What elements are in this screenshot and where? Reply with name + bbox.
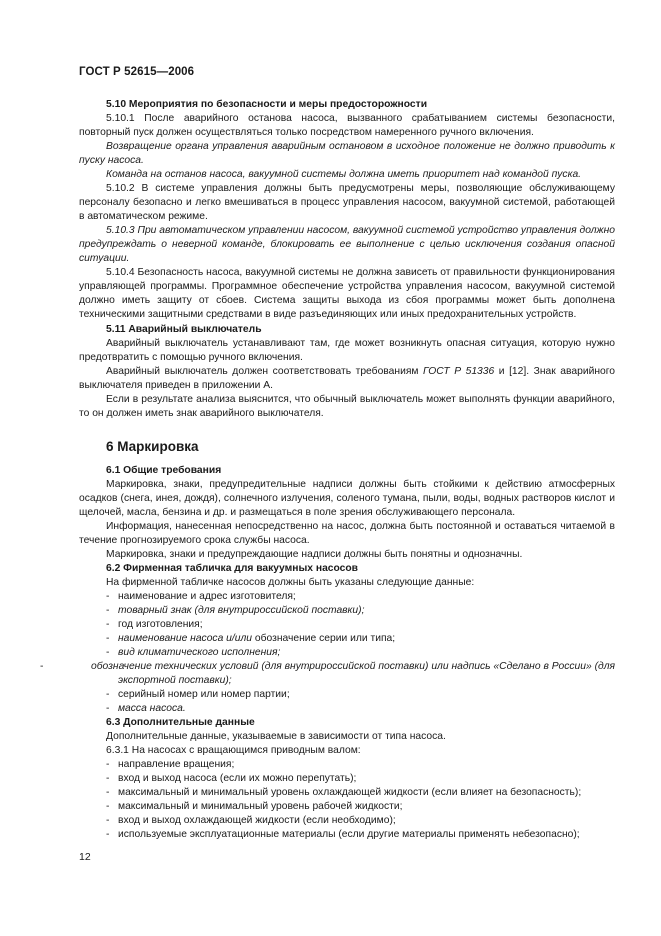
rotating-shaft-list — [79, 758, 615, 842]
paragraph-5-10-1-note: Возвращение органа управления аварийным остановом в исходное положение не должно приводить к пуску насоса. — [79, 141, 615, 166]
list-item: - наименование и адрес изготовителя; — [106, 591, 296, 602]
paragraph-5-10-3: 5.10.3 При автоматическом управлении насосом, вакуумной системой устройство управления должно предупреждать о неверной команде, блокировать ее выполнение с целью исключения создания опасной ситуации. — [79, 225, 615, 264]
paragraph-6-2-intro: На фирменной табличке насосов должны быть указаны следующие данные: — [106, 577, 475, 588]
section-6-heading: 6 Маркировка — [106, 439, 199, 454]
paragraph-5-11-2 — [79, 365, 615, 393]
document-header: ГОСТ Р 52615—2006 — [79, 66, 195, 78]
list-item: - вид климатического исполнения; — [106, 647, 281, 658]
list-item: - вход и выход охлаждающей жидкости (если необходимо); — [106, 815, 396, 826]
paragraph-6-3-1: 6.3.1 На насосах с вращающимся приводным валом: — [106, 745, 361, 756]
paragraph-6-1-2: Информация, нанесенная непосредственно на насос, должна быть постоянной и оставаться читаемой в течение прогнозируемого срока службы насоса. — [79, 521, 615, 546]
list-item: - используемые эксплуатационные материалы (если другие материалы применять небезопасно); — [106, 829, 580, 840]
section-5-10-heading: 5.10 Мероприятия по безопасности и меры предосторожности — [106, 99, 428, 110]
gost-reference: ГОСТ Р 51336 — [423, 366, 495, 377]
paragraph-6-3-intro: Дополнительные данные, указываемые в зависимости от типа насоса. — [106, 731, 446, 742]
section-5-11-heading: 5.11 Аварийный выключатель — [106, 324, 262, 335]
paragraph-5-10-2: 5.10.2 В системе управления должны быть предусмотрены меры, позволяющие обслуживающему персоналу безопасно и легко вмешиваться в процесс управления насосом, вакуумной системой, работающей в автоматическом режиме. — [79, 183, 615, 222]
section-6-1-heading: 6.1 Общие требования — [106, 465, 222, 476]
paragraph-5-10-1-priority: Команда на останов насоса, вакуумной системы должна иметь приоритет над командой пуска. — [106, 169, 582, 180]
paragraph-5-11-2-text-b: и [12]. Знак аварийного выключателя приведен в приложении А. — [79, 366, 616, 391]
list-item: - серийный номер или номер партии; — [106, 689, 290, 700]
page-number: 12 — [79, 851, 91, 863]
nameplate-list — [40, 590, 615, 716]
list-item: - обозначение технических условий (для внутрироссийской поставки) или надпись «Сделано в России» (для экспортной поставки); — [40, 661, 615, 686]
list-item: - вход и выход насоса (если их можно перепутать); — [106, 773, 357, 784]
list-item: - максимальный и минимальный уровень рабочей жидкости; — [106, 801, 403, 812]
paragraph-5-11-2-text-a: Аварийный выключатель должен соответствовать требованиям — [106, 366, 424, 377]
section-6-2-heading: 6.2 Фирменная табличка для вакуумных насосов — [106, 563, 359, 574]
section-6-3-heading: 6.3 Дополнительные данные — [106, 717, 255, 728]
list-item: - максимальный и минимальный уровень охлаждающей жидкости (если влияет на безопасность); — [106, 787, 582, 798]
paragraph-5-11-1: Аварийный выключатель устанавливают там, где может возникнуть опасная ситуация, которую нужно предотвратить с помощью ручного включения. — [79, 338, 615, 363]
paragraph-5-10-1: 5.10.1 После аварийного останова насоса, вызванного срабатыванием системы безопасности, повторный пуск должен осуществляться только посредством намеренного ручного включения. — [79, 113, 615, 138]
list-item: - товарный знак (для внутрироссийской поставки); — [106, 605, 365, 616]
list-item: - масса насоса. — [106, 703, 186, 714]
paragraph-6-1-1: Маркировка, знаки, предупредительные надписи должны быть стойкими к действию атмосферных осадков (снега, инея, дождя), солнечного излучения, соленого тумана, пыли, воды, водных растворов кислот и щелочей, масла, бензина и др. и размещаться в поле зрения обслуживающего персонала. — [79, 479, 615, 518]
paragraph-5-11-3: Если в результате анализа выяснится, что обычный выключатель может выполнять функции аварийного, то он должен иметь знак аварийного выключателя. — [79, 394, 615, 419]
list-item: - наименование насоса и/или обозначение серии или типа; — [106, 633, 396, 644]
list-item: - год изготовления; — [106, 619, 203, 630]
list-item: - направление вращения; — [106, 759, 235, 770]
paragraph-6-1-3: Маркировка, знаки и предупреждающие надписи должны быть понятны и однозначны. — [106, 549, 523, 560]
document-body — [40, 98, 616, 842]
paragraph-5-10-4: 5.10.4 Безопасность насоса, вакуумной системы не должна зависеть от правильности функционирования управляющей программы. Программное обеспечение устройства управления насосом, вакуумной системой должно иметь защиту от сбоев. Система защиты выхода из сбоя программы может быть дополнена техническими защитными средствами в виде разъединяющих или иных предохранительных устройств. — [79, 267, 615, 320]
